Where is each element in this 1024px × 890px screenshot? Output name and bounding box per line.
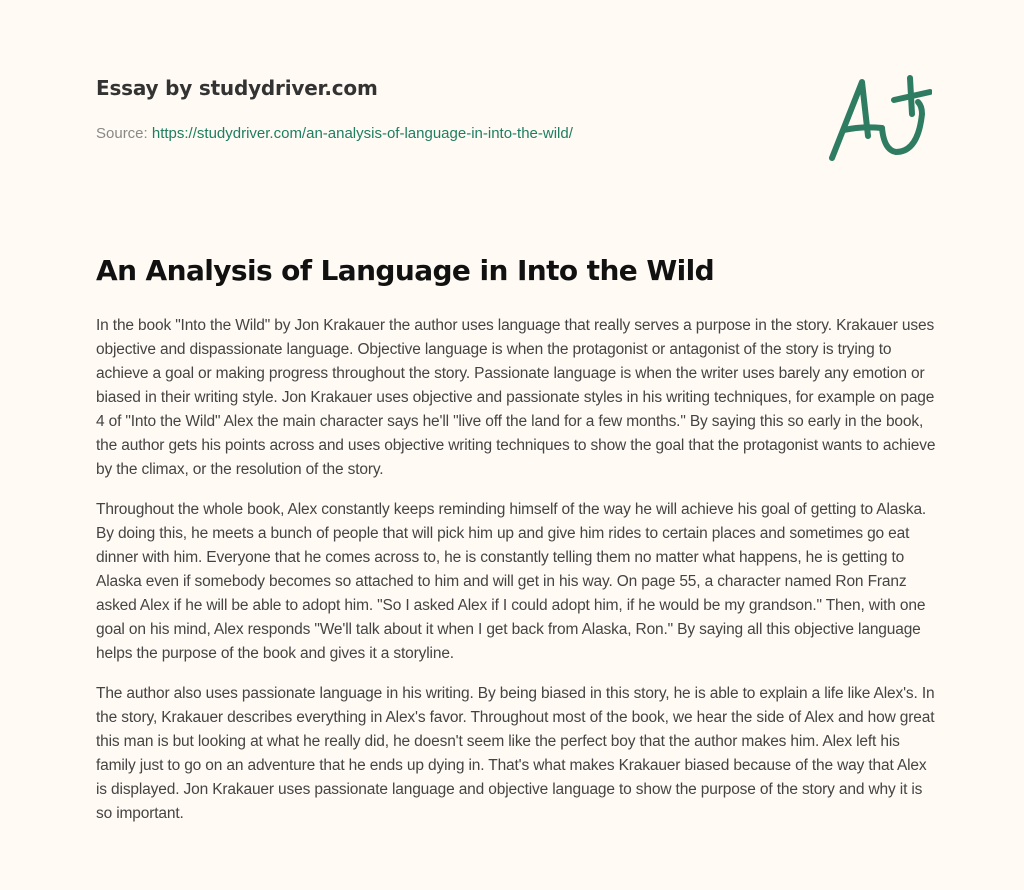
essay-title: An Analysis of Language in Into the Wild — [96, 254, 715, 287]
site-title: Essay by studydriver.com — [96, 76, 378, 100]
essay-paragraph: The author also uses passionate language in his writing. By being biased in this story, he is able to explain a life like Alex's. In the story, Krakauer describes everything in Alex's favor. Throughout most of the book, we hear the side of Alex and how great this man is but looking at what he really did, he doesn't seem like the perfect boy that the author makes him. Alex left his family just to go on an adventure that he ends up dying in. That's what makes Krakauer biased because of the way that Alex is displayed. Jon Krakauer uses passionate language and objective language to show the purpose of the story and why it is so important. — [96, 685, 935, 822]
essay-paragraph: Throughout the whole book, Alex constantly keeps reminding himself of the way he will achieve his goal of getting to Alaska. By doing this, he meets a bunch of people that will pick him up and give him rides to certain places and sometimes go eat dinner with him. Everyone that he comes across to, he is constantly telling them no matter what happens, he is getting to Alaska even if somebody becomes so attached to him and will get in his way. On page 55, a character named Ron Franz asked Alex if he will be able to adopt him. "So I asked Alex if I could adopt him, if he would be my grandson." Then, with one goal on his mind, Alex responds "We'll talk about it when I get back from Alaska, Ron." By saying all this objective language helps the purpose of the book and gives it a storyline. — [96, 501, 927, 662]
source-line — [96, 125, 796, 142]
source-link[interactable]: https://studydriver.com/an-analysis-of-language-in-into-the-wild/ — [151, 125, 573, 142]
essay-header — [96, 76, 796, 142]
source-label: Source: — [96, 125, 148, 142]
a-plus-grade-icon — [822, 70, 932, 170]
essay-paragraph: In the book "Into the Wild" by Jon Krakauer the author uses language that really serves a purpose in the story. Krakauer uses objective and dispassionate language. Objective language is when the protagonist or antagonist of the story is trying to achieve a goal or making progress throughout the story. Passionate language is when the writer uses barely any emotion or biased in their writing style. Jon Krakauer uses objective and passionate styles in his writing techniques, for example on page 4 of "Into the Wild" Alex the main character says he'll "live off the land for a few months." By saying this so early in the book, the author gets his points across and uses objective writing techniques to show the goal that the protagonist wants to achieve by the climax, or the resolution of the story. — [96, 317, 936, 478]
essay-body — [96, 314, 936, 842]
